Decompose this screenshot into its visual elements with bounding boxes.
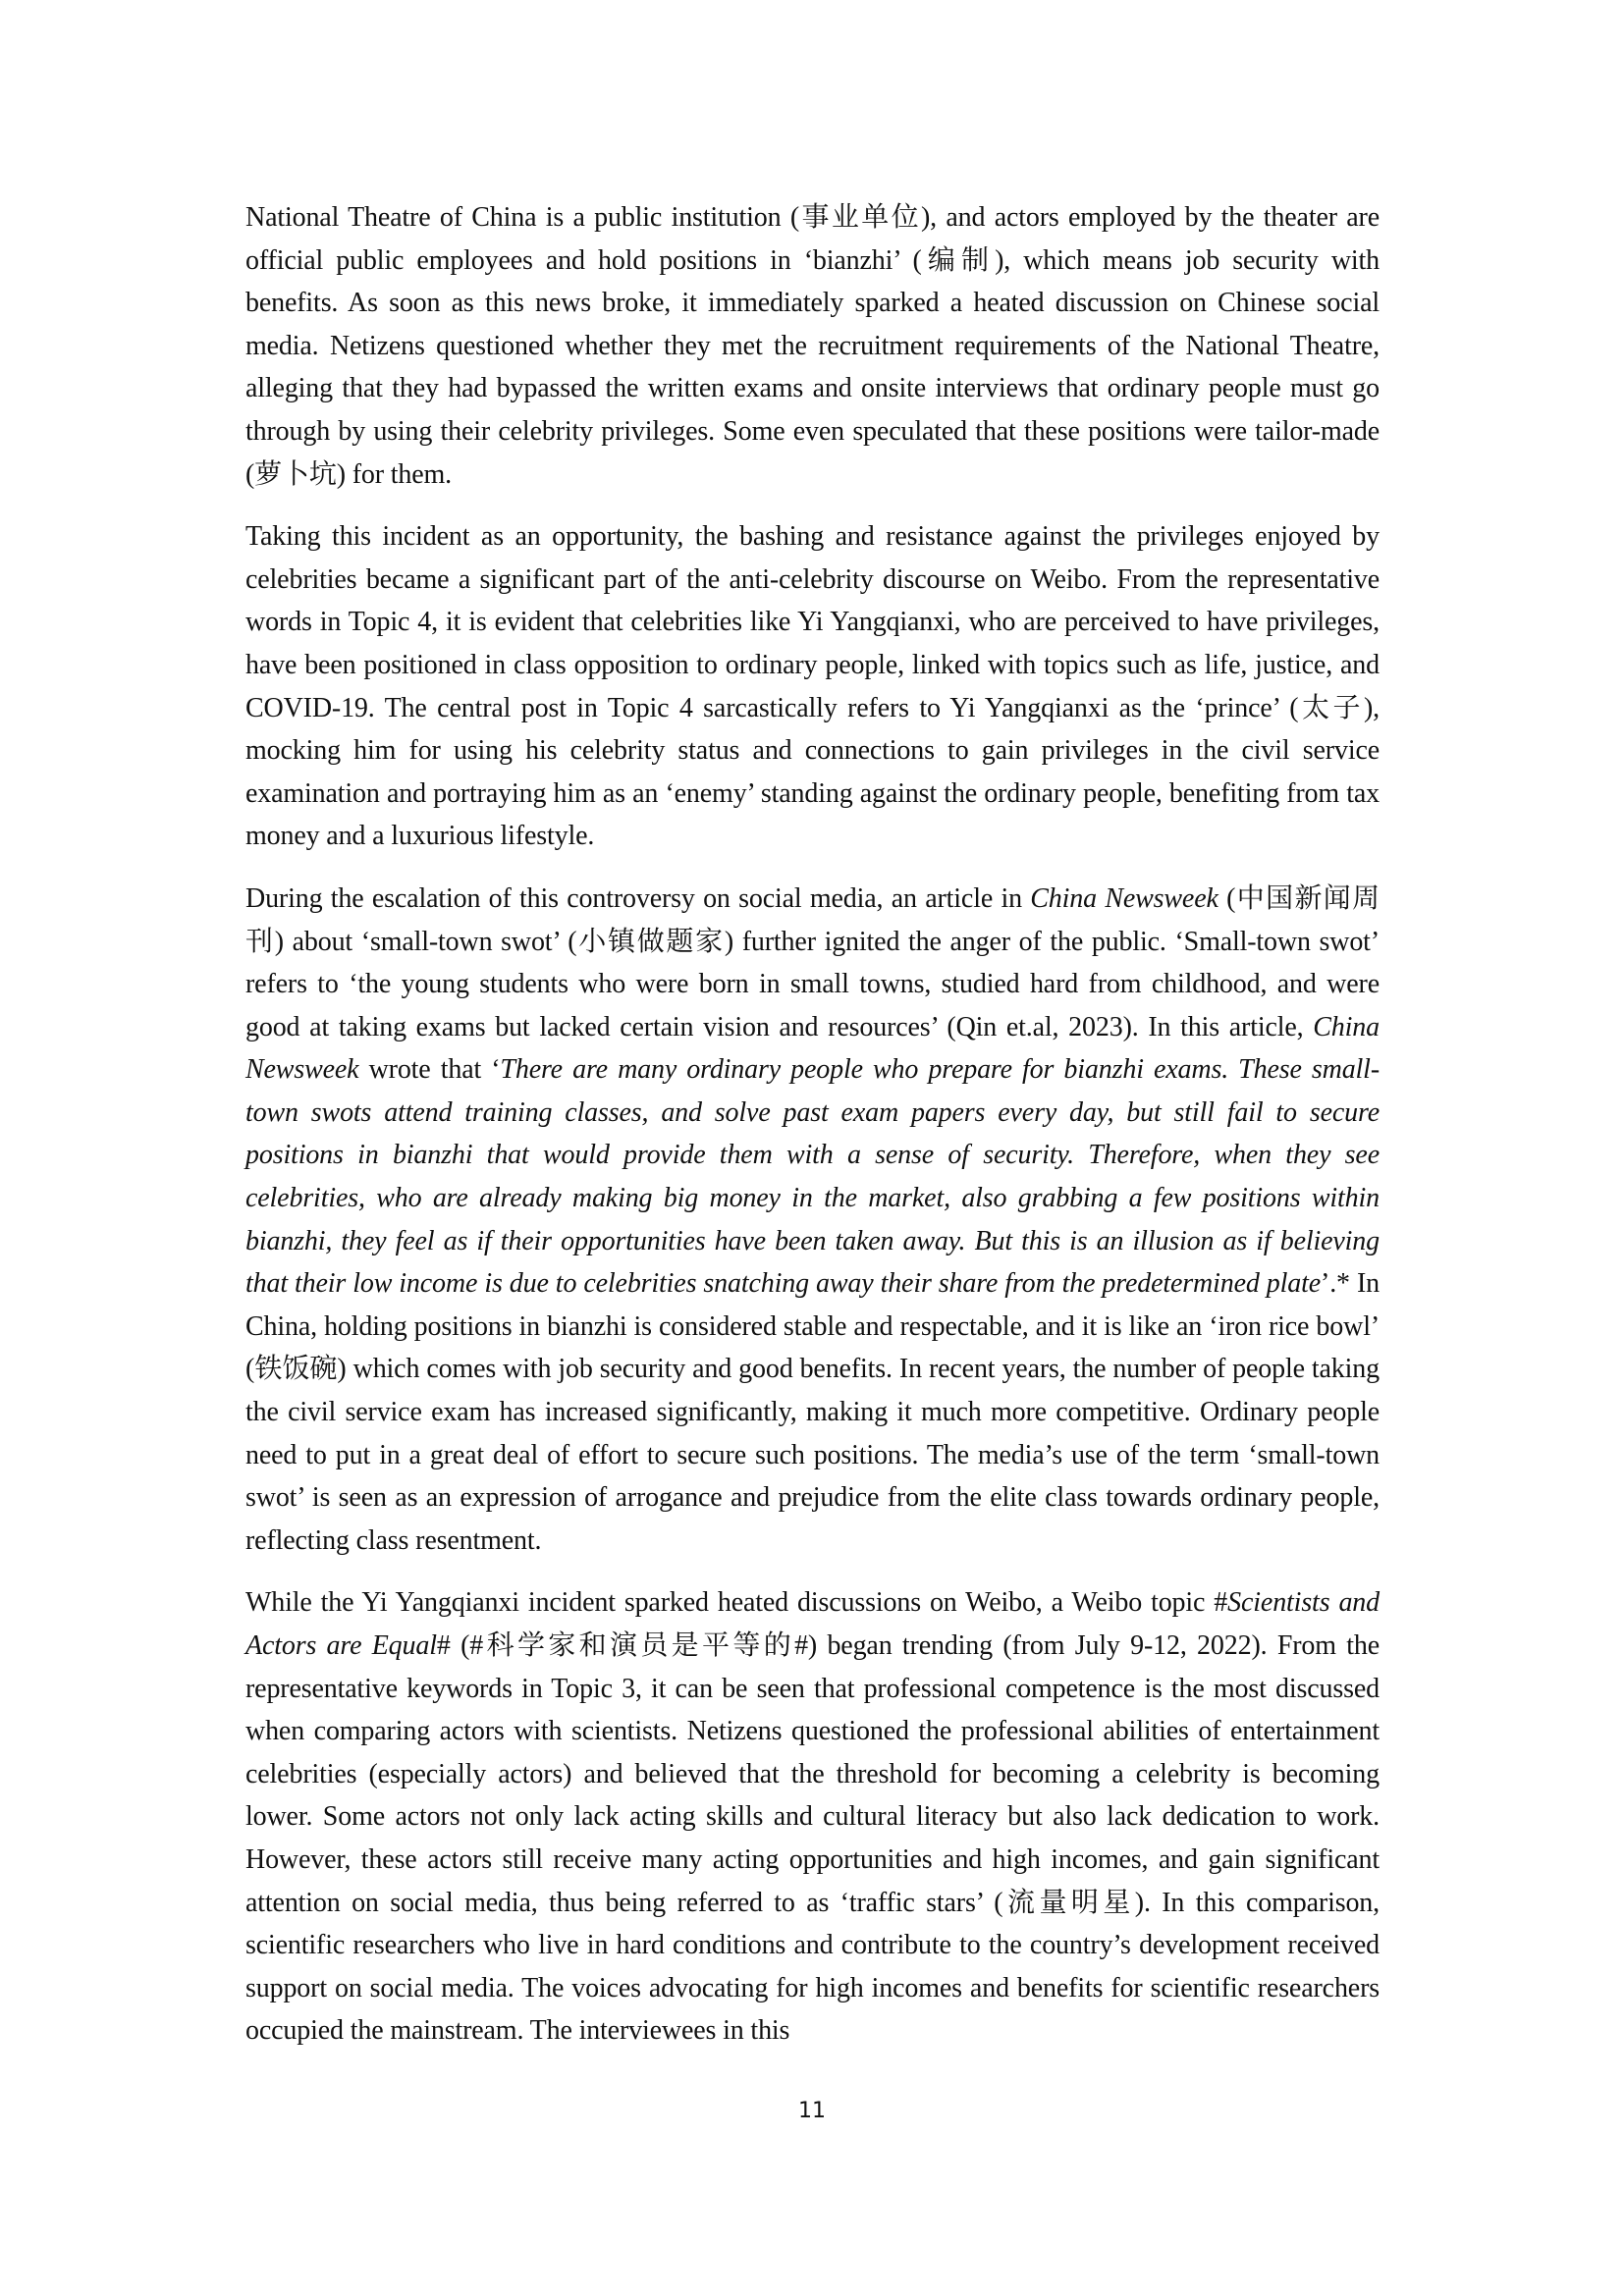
page-number: 11 bbox=[798, 2099, 826, 2123]
publication-title-italic: China Newsweek bbox=[245, 1011, 1380, 1086]
publication-title-italic: China Newsweek bbox=[1030, 882, 1218, 914]
paragraph-text: # (#科学家和演员是平等的#) began trending (from July 9-12, 2022). From the representative keywords in Topic 3, it can be seen that professional competence is the most discussed when comparing actors with scientists. Netizens questioned the professional abilities of entertainment celebrities (especially actors) and believed that the threshold for becoming a celebrity is becoming lower. Some actors not only lack acting skills and cultural literacy but also lack dedication to work. However, these actors still receive many acting opportunities and high incomes, and gain significant attention on social media, thus being referred to as ‘traffic stars’ (流量明星). In this comparison, scientific researchers who live in hard conditions and contribute to the country’s development received support on social media. The voices advocating for high incomes and benefits for scientific researchers occupied the mainstream. The interviewees in this bbox=[245, 1630, 1380, 2047]
paragraph-privileges-bashing bbox=[245, 515, 1380, 858]
paragraph-scientists-actors bbox=[245, 1581, 1380, 2053]
paragraph-national-theatre bbox=[245, 196, 1380, 496]
block-quote-italic: There are many ordinary people who prepare for bianzhi exams. These small-town swots attend training classes, and solve past exam papers every day, but still fail to secure positions in bianzhi that would provide them with a sense of security. Therefore, when they see celebrities, who are already making big money in the market, also grabbing a few positions within bianzhi, they feel as if their opportunities have been taken away. But this is an illusion as if believing that their low income is due to celebrities snatching away their share from the predetermined plate bbox=[245, 1054, 1380, 1300]
paragraph-text: National Theatre of China is a public institution (事业单位), and actors employed by the theater are official public employees and hold positions in ‘bianzhi’ (编制), which means job security with benefits. As soon as this news broke, it immediately sparked a heated discussion on Chinese social media. Netizens questioned whether they met the recruitment requirements of the National Theatre, alleging that they had bypassed the written exams and onsite interviews that ordinary people must go through by using their celebrity privileges. Some even speculated that these positions were tailor-made (萝卜坑) for them. bbox=[245, 202, 1380, 490]
paragraph-text: ’.* In China, holding positions in bianzhi is considered stable and respectable, and it is like an ‘iron rice bowl’ (铁饭碗) which comes with job security and good benefits. In recent years, the number of people taking the civil service exam has increased significantly, making it much more competitive. Ordinary people need to put in a great deal of effort to secure such positions. The media’s use of the term ‘small-town swot’ is seen as an expression of arrogance and prejudice from the elite class towards ordinary people, reflecting class resentment. bbox=[245, 1268, 1380, 1556]
paragraph-text: Taking this incident as an opportunity, the bashing and resistance against the privileges enjoyed by celebrities became a significant part of the anti-celebrity discourse on Weibo. From the representative words in Topic 4, it is evident that celebrities like Yi Yangqianxi, who are perceived to have privileges, have been positioned in class opposition to ordinary people, linked with topics such as life, justice, and COVID-19. The central post in Topic 4 sarcastically refers to Yi Yangqianxi as the ‘prince’ (太子), mocking him for using his celebrity status and connections to gain privileges in the civil service examination and portraying him as an ‘enemy’ standing against the ordinary people, benefiting from tax money and a luxurious lifestyle. bbox=[245, 521, 1380, 852]
hashtag-topic-italic: Scientists and Actors are Equal bbox=[245, 1587, 1380, 1661]
paragraph-text: During the escalation of this controversy on social media, an article in bbox=[245, 882, 1031, 914]
body-text bbox=[245, 196, 1380, 2072]
paragraph-text: (中国新闻周刊) about ‘small-town swot’ (小镇做题家) further ignited the anger of the public. ‘Small-town swot’ refers to ‘the young students who were born in small towns, studied hard from childhood, and were good at taking exams but lacked certain vision and resources’ (Qin et.al, 2023). In this article, bbox=[245, 882, 1380, 1042]
paragraph-text: wrote that ‘ bbox=[358, 1054, 501, 1086]
paragraph-small-town-swot bbox=[245, 878, 1380, 1563]
paragraph-text: While the Yi Yangqianxi incident sparked heated discussions on Weibo, a Weibo topic # bbox=[245, 1587, 1228, 1619]
